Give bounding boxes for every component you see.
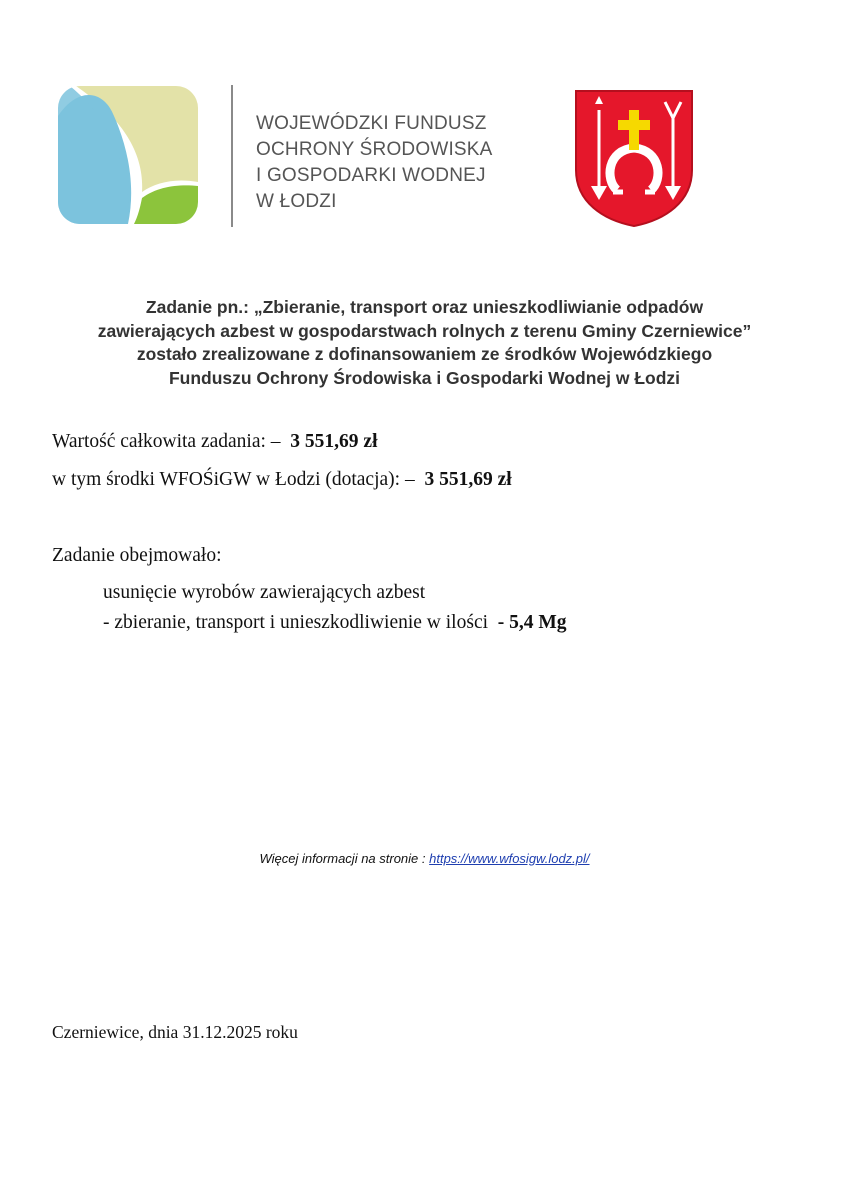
more-info-label: Więcej informacji na stronie :: [259, 851, 430, 866]
fund-name-line-4: W ŁODZI: [256, 191, 337, 212]
total-value-label: Wartość całkowita zadania: –: [52, 431, 281, 452]
title-line-2: zawierających azbest w gospodarstwach rolnych z terenu Gminy Czerniewice”: [97, 320, 752, 341]
scope-item-1: usunięcie wyrobów zawierających azbest: [103, 582, 426, 603]
fund-name-line-2: OCHRONY ŚRODOWISKA: [256, 139, 493, 160]
title-line-1: Zadanie pn.: „Zbieranie, transport oraz unieszkodliwianie odpadów: [145, 297, 704, 317]
coat-of-arms-icon: [573, 88, 695, 228]
scope-item-2-amount: - 5,4 Mg: [497, 612, 567, 633]
scope-item-2: [103, 612, 567, 634]
more-info: [0, 851, 849, 866]
logo-divider: [231, 85, 233, 227]
scope-item-2-label: - zbieranie, transport i unieszkodliwienie w ilości: [103, 612, 489, 633]
total-value-amount: 3 551,69 zł: [290, 431, 378, 452]
total-value-line: [52, 431, 378, 453]
header: [0, 0, 849, 260]
grant-value-line: [52, 469, 512, 491]
grant-value-label: w tym środki WFOŚiGW w Łodzi (dotacja): –: [52, 469, 415, 490]
title-line-3: zostało zrealizowane z dofinansowaniem ze środków Wojewódzkiego: [136, 344, 713, 364]
wfosigw-logo-icon: [58, 86, 198, 224]
title-line-4: Funduszu Ochrony Środowiska i Gospodarki Wodnej w Łodzi: [168, 367, 681, 388]
scope-heading: Zadanie obejmowało:: [52, 545, 222, 566]
task-title: [40, 296, 809, 390]
fund-name: [256, 111, 493, 215]
fund-name-line-1: WOJEWÓDZKI FUNDUSZ: [256, 113, 487, 134]
place-date: Czerniewice, dnia 31.12.2025 roku: [52, 1022, 298, 1042]
fund-name-line-3: I GOSPODARKI WODNEJ: [256, 165, 486, 186]
grant-value-amount: 3 551,69 zł: [424, 469, 512, 490]
more-info-link[interactable]: https://www.wfosigw.lodz.pl/: [429, 851, 590, 866]
